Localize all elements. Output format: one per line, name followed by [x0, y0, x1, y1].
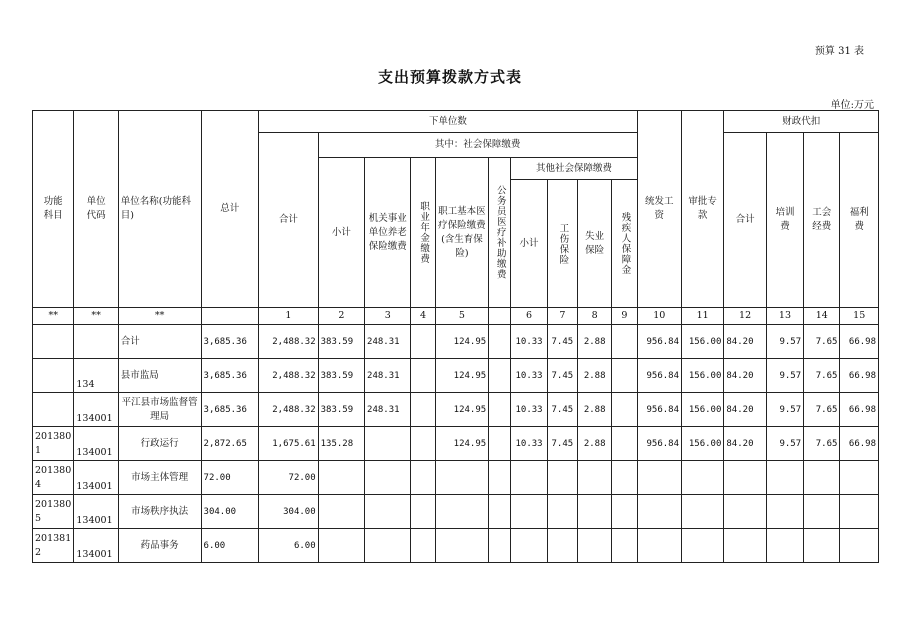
cell-annuity — [411, 461, 435, 495]
cell-medical: 124.95 — [435, 427, 489, 461]
column-number — [489, 308, 511, 325]
cell-union: 7.65 — [804, 393, 840, 427]
header-unit-code: 单位代码 — [74, 111, 118, 308]
column-number: ** — [118, 308, 201, 325]
column-number: 9 — [612, 308, 637, 325]
column-number: 5 — [435, 308, 489, 325]
header-unemployment: 失业保险 — [578, 180, 612, 308]
table-row — [33, 359, 879, 393]
cell-total: 3,685.36 — [201, 359, 259, 393]
cell-civil — [489, 461, 511, 495]
budget-table — [32, 110, 879, 563]
table-row — [33, 529, 879, 563]
column-number: 8 — [578, 308, 612, 325]
cell-other-sub — [511, 529, 547, 563]
cell-injury: 7.45 — [547, 359, 577, 393]
cell-welfare: 66.98 — [840, 393, 879, 427]
cell-special: 156.00 — [682, 359, 724, 393]
cell-fa-total: 84.20 — [724, 427, 766, 461]
cell-injury: 7.45 — [547, 427, 577, 461]
table-header — [33, 111, 879, 308]
cell-union — [804, 529, 840, 563]
cell-si-sub: 383.59 — [318, 359, 364, 393]
header-fa-total: 合计 — [724, 133, 766, 308]
cell-func — [33, 393, 74, 427]
cell-si-sub — [318, 495, 364, 529]
cell-salary — [637, 529, 681, 563]
cell-injury: 7.45 — [547, 325, 577, 359]
cell-annuity — [411, 495, 435, 529]
cell-medical — [435, 461, 489, 495]
cell-unemp: 2.88 — [578, 427, 612, 461]
header-unified-salary: 统发工资 — [637, 111, 681, 308]
table-row — [33, 495, 879, 529]
cell-special: 156.00 — [682, 427, 724, 461]
cell-code — [74, 325, 118, 359]
header-approved-special: 审批专款 — [682, 111, 724, 308]
cell-pension: 248.31 — [365, 393, 411, 427]
cell-unemp — [578, 495, 612, 529]
cell-other-sub: 10.33 — [511, 427, 547, 461]
cell-unemp — [578, 529, 612, 563]
header-injury: 工伤保险 — [547, 180, 577, 308]
header-disability: 残疾人保障金 — [612, 180, 637, 308]
cell-si-sub: 383.59 — [318, 325, 364, 359]
cell-training: 9.57 — [766, 427, 803, 461]
cell-pension — [365, 427, 411, 461]
header-total: 总计 — [201, 111, 259, 308]
column-number: 11 — [682, 308, 724, 325]
cell-pension — [365, 461, 411, 495]
header-social-insurance: 其中：社会保障缴费 — [318, 133, 637, 158]
cell-union: 7.65 — [804, 325, 840, 359]
header-lower-unit: 下单位数 — [259, 111, 638, 133]
cell-name: 县市监局 — [118, 359, 201, 393]
cell-special — [682, 461, 724, 495]
cell-disab — [612, 529, 637, 563]
cell-injury — [547, 461, 577, 495]
cell-total: 72.00 — [201, 461, 259, 495]
cell-func — [33, 359, 74, 393]
cell-training — [766, 495, 803, 529]
cell-sum: 2,488.32 — [259, 393, 319, 427]
cell-code: 134 — [74, 359, 118, 393]
cell-total: 6.00 — [201, 529, 259, 563]
cell-disab — [612, 359, 637, 393]
cell-annuity — [411, 325, 435, 359]
cell-sum: 304.00 — [259, 495, 319, 529]
column-number: 3 — [365, 308, 411, 325]
cell-annuity — [411, 427, 435, 461]
cell-disab — [612, 325, 637, 359]
cell-disab — [612, 495, 637, 529]
cell-civil — [489, 495, 511, 529]
cell-medical — [435, 495, 489, 529]
cell-medical: 124.95 — [435, 325, 489, 359]
cell-salary: 956.84 — [637, 325, 681, 359]
cell-sum: 6.00 — [259, 529, 319, 563]
column-number: 2 — [318, 308, 364, 325]
cell-total: 3,685.36 — [201, 393, 259, 427]
cell-unemp: 2.88 — [578, 359, 612, 393]
cell-code: 134001 — [74, 529, 118, 563]
cell-func: 2013812 — [33, 529, 74, 563]
cell-union: 7.65 — [804, 359, 840, 393]
cell-special — [682, 495, 724, 529]
cell-name: 市场秩序执法 — [118, 495, 201, 529]
column-number: ** — [33, 308, 74, 325]
cell-code: 134001 — [74, 427, 118, 461]
table-row — [33, 325, 879, 359]
page-title: 支出预算拨款方式表 — [377, 68, 522, 86]
cell-civil — [489, 529, 511, 563]
cell-code: 134001 — [74, 393, 118, 427]
cell-annuity — [411, 393, 435, 427]
cell-fa-total: 84.20 — [724, 393, 766, 427]
cell-code: 134001 — [74, 461, 118, 495]
cell-welfare — [840, 461, 879, 495]
cell-func: 2013805 — [33, 495, 74, 529]
table-number-label: 预算 31 表 — [814, 46, 864, 57]
cell-name: 合计 — [118, 325, 201, 359]
cell-disab — [612, 393, 637, 427]
column-number: 6 — [511, 308, 547, 325]
cell-medical: 124.95 — [435, 359, 489, 393]
cell-si-sub — [318, 461, 364, 495]
column-number: ** — [74, 308, 118, 325]
cell-func: 2013801 — [33, 427, 74, 461]
cell-fa-total — [724, 529, 766, 563]
cell-welfare — [840, 529, 879, 563]
cell-salary: 956.84 — [637, 427, 681, 461]
cell-total: 2,872.65 — [201, 427, 259, 461]
header-function-subject: 功能科目 — [33, 111, 74, 308]
cell-sum: 2,488.32 — [259, 325, 319, 359]
cell-injury — [547, 495, 577, 529]
cell-union: 7.65 — [804, 427, 840, 461]
cell-disab — [612, 461, 637, 495]
header-si-subtotal: 小计 — [318, 158, 364, 308]
header-unit-name: 单位名称(功能科目) — [118, 111, 201, 308]
unit-label: 单位:万元 — [830, 100, 874, 111]
cell-pension: 248.31 — [365, 325, 411, 359]
cell-si-sub — [318, 529, 364, 563]
column-number: 13 — [766, 308, 803, 325]
cell-name: 平江县市场监督管理局 — [118, 393, 201, 427]
header-other-si: 其他社会保障缴费 — [511, 158, 637, 180]
cell-fa-total: 84.20 — [724, 325, 766, 359]
cell-welfare: 66.98 — [840, 359, 879, 393]
cell-unemp: 2.88 — [578, 325, 612, 359]
cell-name: 市场主体管理 — [118, 461, 201, 495]
cell-pension: 248.31 — [365, 359, 411, 393]
header-annuity: 职业年金缴费 — [411, 158, 435, 308]
table-row — [33, 427, 879, 461]
cell-civil — [489, 393, 511, 427]
column-number — [201, 308, 259, 325]
cell-code: 134001 — [74, 495, 118, 529]
cell-total: 304.00 — [201, 495, 259, 529]
column-number: 14 — [804, 308, 840, 325]
column-number: 7 — [547, 308, 577, 325]
header-welfare: 福利费 — [840, 133, 879, 308]
cell-annuity — [411, 359, 435, 393]
cell-func — [33, 325, 74, 359]
cell-fa-total — [724, 461, 766, 495]
cell-annuity — [411, 529, 435, 563]
cell-disab — [612, 427, 637, 461]
cell-welfare — [840, 495, 879, 529]
header-civil-medical: 公务员医疗补助缴费 — [489, 158, 511, 308]
cell-pension — [365, 529, 411, 563]
cell-training: 9.57 — [766, 359, 803, 393]
table-row — [33, 393, 879, 427]
cell-other-sub: 10.33 — [511, 393, 547, 427]
cell-si-sub: 383.59 — [318, 393, 364, 427]
cell-training: 9.57 — [766, 325, 803, 359]
cell-func: 2013804 — [33, 461, 74, 495]
cell-other-sub — [511, 461, 547, 495]
header-medical: 职工基本医疗保险缴费(含生育保险) — [435, 158, 489, 308]
cell-pension — [365, 495, 411, 529]
cell-special — [682, 529, 724, 563]
table-row — [33, 461, 879, 495]
cell-medical: 124.95 — [435, 393, 489, 427]
cell-civil — [489, 359, 511, 393]
column-number: 1 — [259, 308, 319, 325]
cell-other-sub: 10.33 — [511, 359, 547, 393]
header-training: 培训费 — [766, 133, 803, 308]
column-number-row — [33, 308, 879, 325]
cell-salary — [637, 461, 681, 495]
cell-training — [766, 529, 803, 563]
cell-civil — [489, 427, 511, 461]
header-pension: 机关事业单位养老保险缴费 — [365, 158, 411, 308]
cell-sum: 2,488.32 — [259, 359, 319, 393]
header-subtotal-all: 合计 — [259, 133, 319, 308]
cell-medical — [435, 529, 489, 563]
cell-salary: 956.84 — [637, 393, 681, 427]
cell-fa-total — [724, 495, 766, 529]
column-number: 4 — [411, 308, 435, 325]
cell-injury: 7.45 — [547, 393, 577, 427]
column-number: 12 — [724, 308, 766, 325]
cell-salary: 956.84 — [637, 359, 681, 393]
cell-total: 3,685.36 — [201, 325, 259, 359]
cell-welfare: 66.98 — [840, 427, 879, 461]
cell-name: 药品事务 — [118, 529, 201, 563]
column-number: 10 — [637, 308, 681, 325]
cell-salary — [637, 495, 681, 529]
cell-union — [804, 461, 840, 495]
cell-training: 9.57 — [766, 393, 803, 427]
cell-union — [804, 495, 840, 529]
header-finance-agency: 财政代扣 — [724, 111, 879, 133]
column-number-row — [33, 308, 879, 325]
cell-fa-total: 84.20 — [724, 359, 766, 393]
cell-si-sub: 135.28 — [318, 427, 364, 461]
cell-unemp: 2.88 — [578, 393, 612, 427]
cell-name: 行政运行 — [118, 427, 201, 461]
cell-civil — [489, 325, 511, 359]
cell-other-sub: 10.33 — [511, 325, 547, 359]
cell-welfare: 66.98 — [840, 325, 879, 359]
cell-injury — [547, 529, 577, 563]
cell-special: 156.00 — [682, 393, 724, 427]
cell-sum: 1,675.61 — [259, 427, 319, 461]
cell-unemp — [578, 461, 612, 495]
header-union: 工会经费 — [804, 133, 840, 308]
table-body — [33, 325, 879, 563]
header-other-subtotal: 小计 — [511, 180, 547, 308]
cell-other-sub — [511, 495, 547, 529]
cell-sum: 72.00 — [259, 461, 319, 495]
cell-special: 156.00 — [682, 325, 724, 359]
cell-training — [766, 461, 803, 495]
column-number: 15 — [840, 308, 879, 325]
